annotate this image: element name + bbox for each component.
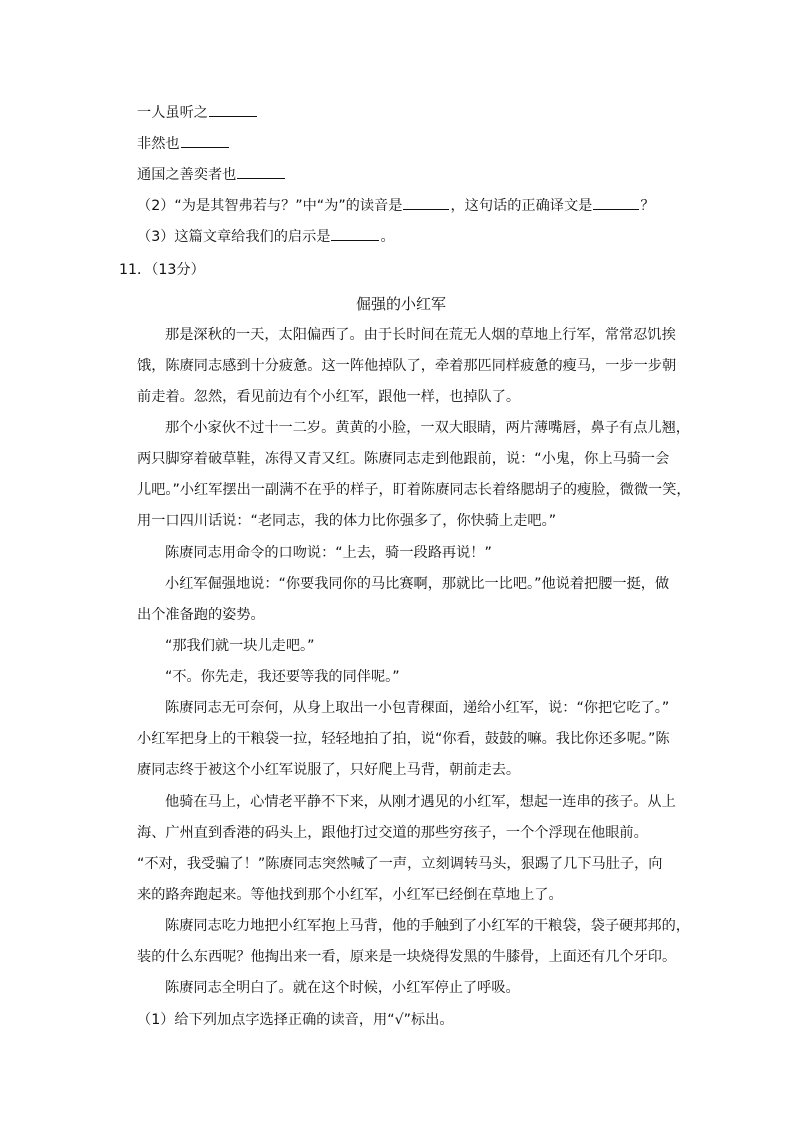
- passage-line: 那是深秋的一天，太阳偏西了。由于长时间在荒无人烟的草地上行军，常常忍饥挨: [165, 327, 676, 343]
- answer-blank[interactable]: [593, 196, 639, 210]
- question-text: ，这句话的正确译文是: [450, 198, 593, 214]
- question-text: （2）“为是其智弗若与？”中“为”的读音是: [137, 198, 403, 214]
- fill-item-3: [137, 165, 286, 184]
- passage-line: 小红军倔强地说：“你要我同你的马比赛啊，那就比一比吧。”他说着把腰一挺，做: [165, 576, 670, 592]
- passage-line: 他骑在马上，心情老平静不下来，从刚才遇见的小红军，想起一连串的孩子。从上: [165, 794, 676, 810]
- passage-line: 陈赓同志吃力地把小红军抱上马背，他的手触到了小红军的干粮袋，袋子硬邦邦的，: [165, 918, 690, 934]
- question-text: （3）这篇文章给我们的启示是: [137, 229, 331, 245]
- passage-line: 赓同志终于被这个小红军说服了，只好爬上马背，朝前走去。: [137, 762, 521, 778]
- question-text: ？: [640, 198, 655, 214]
- passage-line: 儿吧。”小红军摆出一副满不在乎的样子，盯着陈赓同志长着络腮胡子的瘦脸，微微一笑，: [137, 482, 691, 498]
- sub-question-1: （1）给下列加点字选择正确的读音，用“√”标出。: [137, 1012, 454, 1028]
- passage-line: 小红军把身上的干粮袋一拉，轻轻地拍了拍，说“你看，鼓鼓的嘛。我比你还多呢。”陈: [137, 731, 670, 747]
- passage-line: 那个小家伙不过十一二岁。黄黄的小脸，一双大眼睛，两片薄嘴唇，鼻子有点儿翘，: [165, 420, 690, 436]
- passage-line: 陈赓同志无可奈何，从身上取出一小包青稞面，递给小红军，说：“你把它吃了。”: [165, 700, 670, 716]
- answer-blank[interactable]: [403, 196, 449, 210]
- passage-line: “不对，我受骗了！”陈赓同志突然喊了一声，立刻调转马头，狠踢了几下马肚子，向: [137, 856, 663, 872]
- passage-line: “不。你先走，我还要等我的同伴呢。”: [165, 669, 400, 685]
- fill-item-text: 非然也: [137, 136, 180, 152]
- passage-title: 倔强的小红军: [356, 295, 447, 313]
- passage-line: 装的什么东西呢？他掏出来一看，原来是一块烧得发黑的牛膝骨，上面还有几个牙印。: [137, 949, 677, 965]
- passage-line: 两只脚穿着破草鞋，冻得又青又红。陈赓同志走到他跟前，说：“小鬼，你上马骑一会: [137, 451, 670, 467]
- question-11-header: 11．（13分）: [119, 262, 205, 278]
- question-2: [137, 196, 655, 215]
- answer-blank[interactable]: [331, 227, 379, 241]
- passage-line: 用一口四川话说：“老同志，我的体力比你强多了，你快骑上走吧。”: [137, 513, 557, 529]
- passage-line: 海、广州直到香港的码头上，跟他打过交道的那些穷孩子，一个个浮现在他眼前。: [137, 825, 648, 841]
- fill-item-1: [137, 103, 258, 122]
- fill-item-text: 通国之善奕者也: [137, 167, 237, 183]
- passage-line: 饿，陈赓同志感到十分疲惫。这一阵他掉队了，牵着那匹同样疲惫的瘦马，一步一步朝: [137, 358, 677, 374]
- passage-line: 出个准备跑的姿势。: [137, 607, 265, 623]
- question-text: 。: [380, 229, 395, 245]
- passage-line: 陈赓同志用命令的口吻说：“上去，骑一段路再说！”: [165, 545, 492, 561]
- fill-item-2: [137, 134, 230, 153]
- question-3: [137, 227, 395, 246]
- answer-blank[interactable]: [181, 134, 229, 148]
- passage-line: 陈赓同志全明白了。就在这个时候，小红军停止了呼吸。: [165, 980, 520, 996]
- passage-line: 来的路奔跑起来。等他找到那个小红军，小红军已经倒在草地上了。: [137, 887, 563, 903]
- passage-line: 前走着。忽然，看见前边有个小红军，跟他一样，也掉队了。: [137, 389, 521, 405]
- fill-item-text: 一人虽听之: [137, 105, 208, 121]
- answer-blank[interactable]: [209, 103, 257, 117]
- passage-line: “那我们就一块儿走吧。”: [165, 638, 315, 654]
- answer-blank[interactable]: [237, 165, 285, 179]
